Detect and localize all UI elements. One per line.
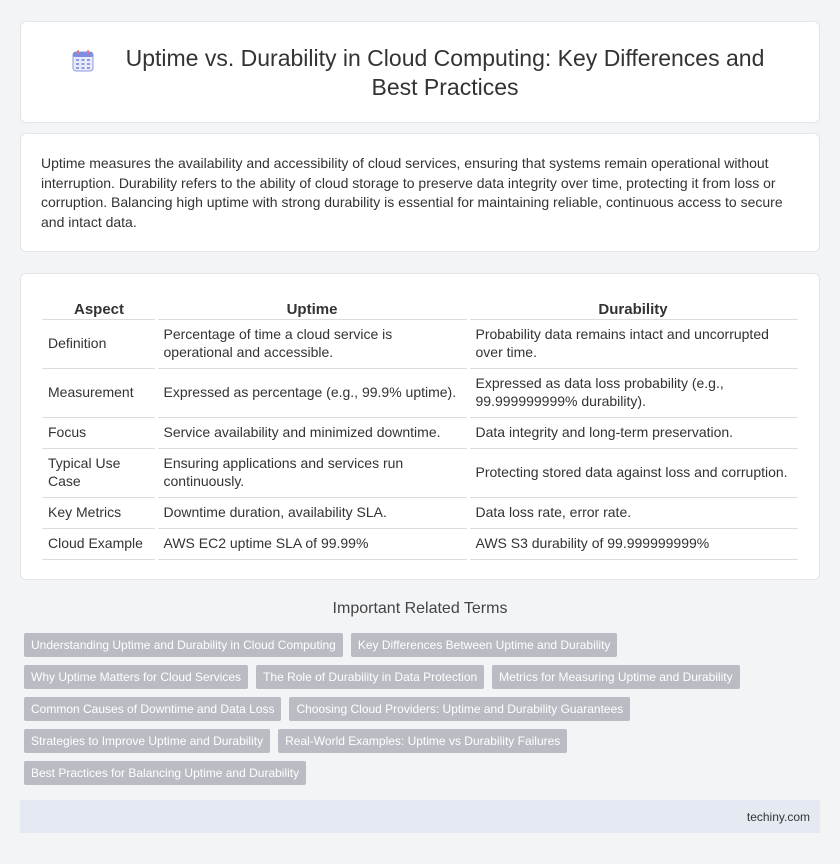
related-terms-list <box>24 633 784 793</box>
table-row <box>42 528 798 559</box>
header-durability: Durability <box>468 297 798 319</box>
table-cell-uptime: Percentage of time a cloud service is operational and accessible. <box>156 319 468 368</box>
related-term-tag[interactable]: Understanding Uptime and Durability in Cloud Computing <box>24 633 343 657</box>
related-term-tag[interactable]: Metrics for Measuring Uptime and Durability <box>492 665 739 689</box>
tag-row <box>24 697 784 721</box>
tag-row <box>24 729 784 753</box>
intro-card <box>20 133 820 252</box>
calendar-icon <box>71 49 95 73</box>
related-term-tag[interactable]: Strategies to Improve Uptime and Durability <box>24 729 270 753</box>
table-cell-aspect: Measurement <box>42 368 156 417</box>
table-row <box>42 497 798 528</box>
table-cell-uptime: AWS EC2 uptime SLA of 99.99% <box>156 528 468 559</box>
table-cell-durability: Data integrity and long-term preservation. <box>468 417 798 448</box>
table-cell-uptime: Service availability and minimized downtime. <box>156 417 468 448</box>
comparison-table <box>42 297 798 560</box>
table-cell-aspect: Cloud Example <box>42 528 156 559</box>
table-row <box>42 368 798 417</box>
related-term-tag[interactable]: Real-World Examples: Uptime vs Durability Failures <box>278 729 567 753</box>
table-cell-aspect: Key Metrics <box>42 497 156 528</box>
table-row <box>42 448 798 497</box>
table-cell-aspect: Focus <box>42 417 156 448</box>
related-term-tag[interactable]: Best Practices for Balancing Uptime and Durability <box>24 761 306 785</box>
table-row <box>42 417 798 448</box>
page-title: Uptime vs. Durability in Cloud Computing: Key Differences and Best Practices <box>125 45 765 100</box>
tag-row <box>24 665 784 689</box>
title-card <box>20 21 820 123</box>
related-term-tag[interactable]: Key Differences Between Uptime and Durability <box>351 633 618 657</box>
table-card <box>20 273 820 580</box>
related-term-tag[interactable]: Choosing Cloud Providers: Uptime and Durability Guarantees <box>289 697 630 721</box>
table-cell-durability: Protecting stored data against loss and corruption. <box>468 448 798 497</box>
table-row <box>42 319 798 368</box>
intro-paragraph: Uptime measures the availability and accessibility of cloud services, ensuring that systems remain operational without interruption. Durability refers to the ability of cloud storage to preserve data integrity over time, protecting it from loss or corruption. Balancing high uptime with strong durability is essential for maintaining reliable, continuous access to secure and intact data. <box>41 155 783 230</box>
table-cell-durability: Probability data remains intact and uncorrupted over time. <box>468 319 798 368</box>
tag-row <box>24 633 784 657</box>
related-term-tag[interactable]: Why Uptime Matters for Cloud Services <box>24 665 248 689</box>
table-header-row <box>42 297 798 319</box>
tag-row <box>24 761 784 785</box>
header-uptime: Uptime <box>156 297 468 319</box>
footer <box>20 800 820 833</box>
table-cell-durability: Expressed as data loss probability (e.g., 99.999999999% durability). <box>468 368 798 417</box>
table-cell-uptime: Expressed as percentage (e.g., 99.9% uptime). <box>156 368 468 417</box>
related-term-tag[interactable]: The Role of Durability in Data Protection <box>256 665 484 689</box>
header-aspect: Aspect <box>42 297 156 319</box>
related-terms-title: Important Related Terms <box>332 600 508 617</box>
footer-site-link[interactable]: techiny.com <box>746 810 810 824</box>
table-cell-aspect: Definition <box>42 319 156 368</box>
table-cell-durability: AWS S3 durability of 99.999999999% <box>468 528 798 559</box>
table-cell-aspect: Typical Use Case <box>42 448 156 497</box>
table-cell-uptime: Downtime duration, availability SLA. <box>156 497 468 528</box>
table-cell-durability: Data loss rate, error rate. <box>468 497 798 528</box>
table-cell-uptime: Ensuring applications and services run continuously. <box>156 448 468 497</box>
related-term-tag[interactable]: Common Causes of Downtime and Data Loss <box>24 697 281 721</box>
